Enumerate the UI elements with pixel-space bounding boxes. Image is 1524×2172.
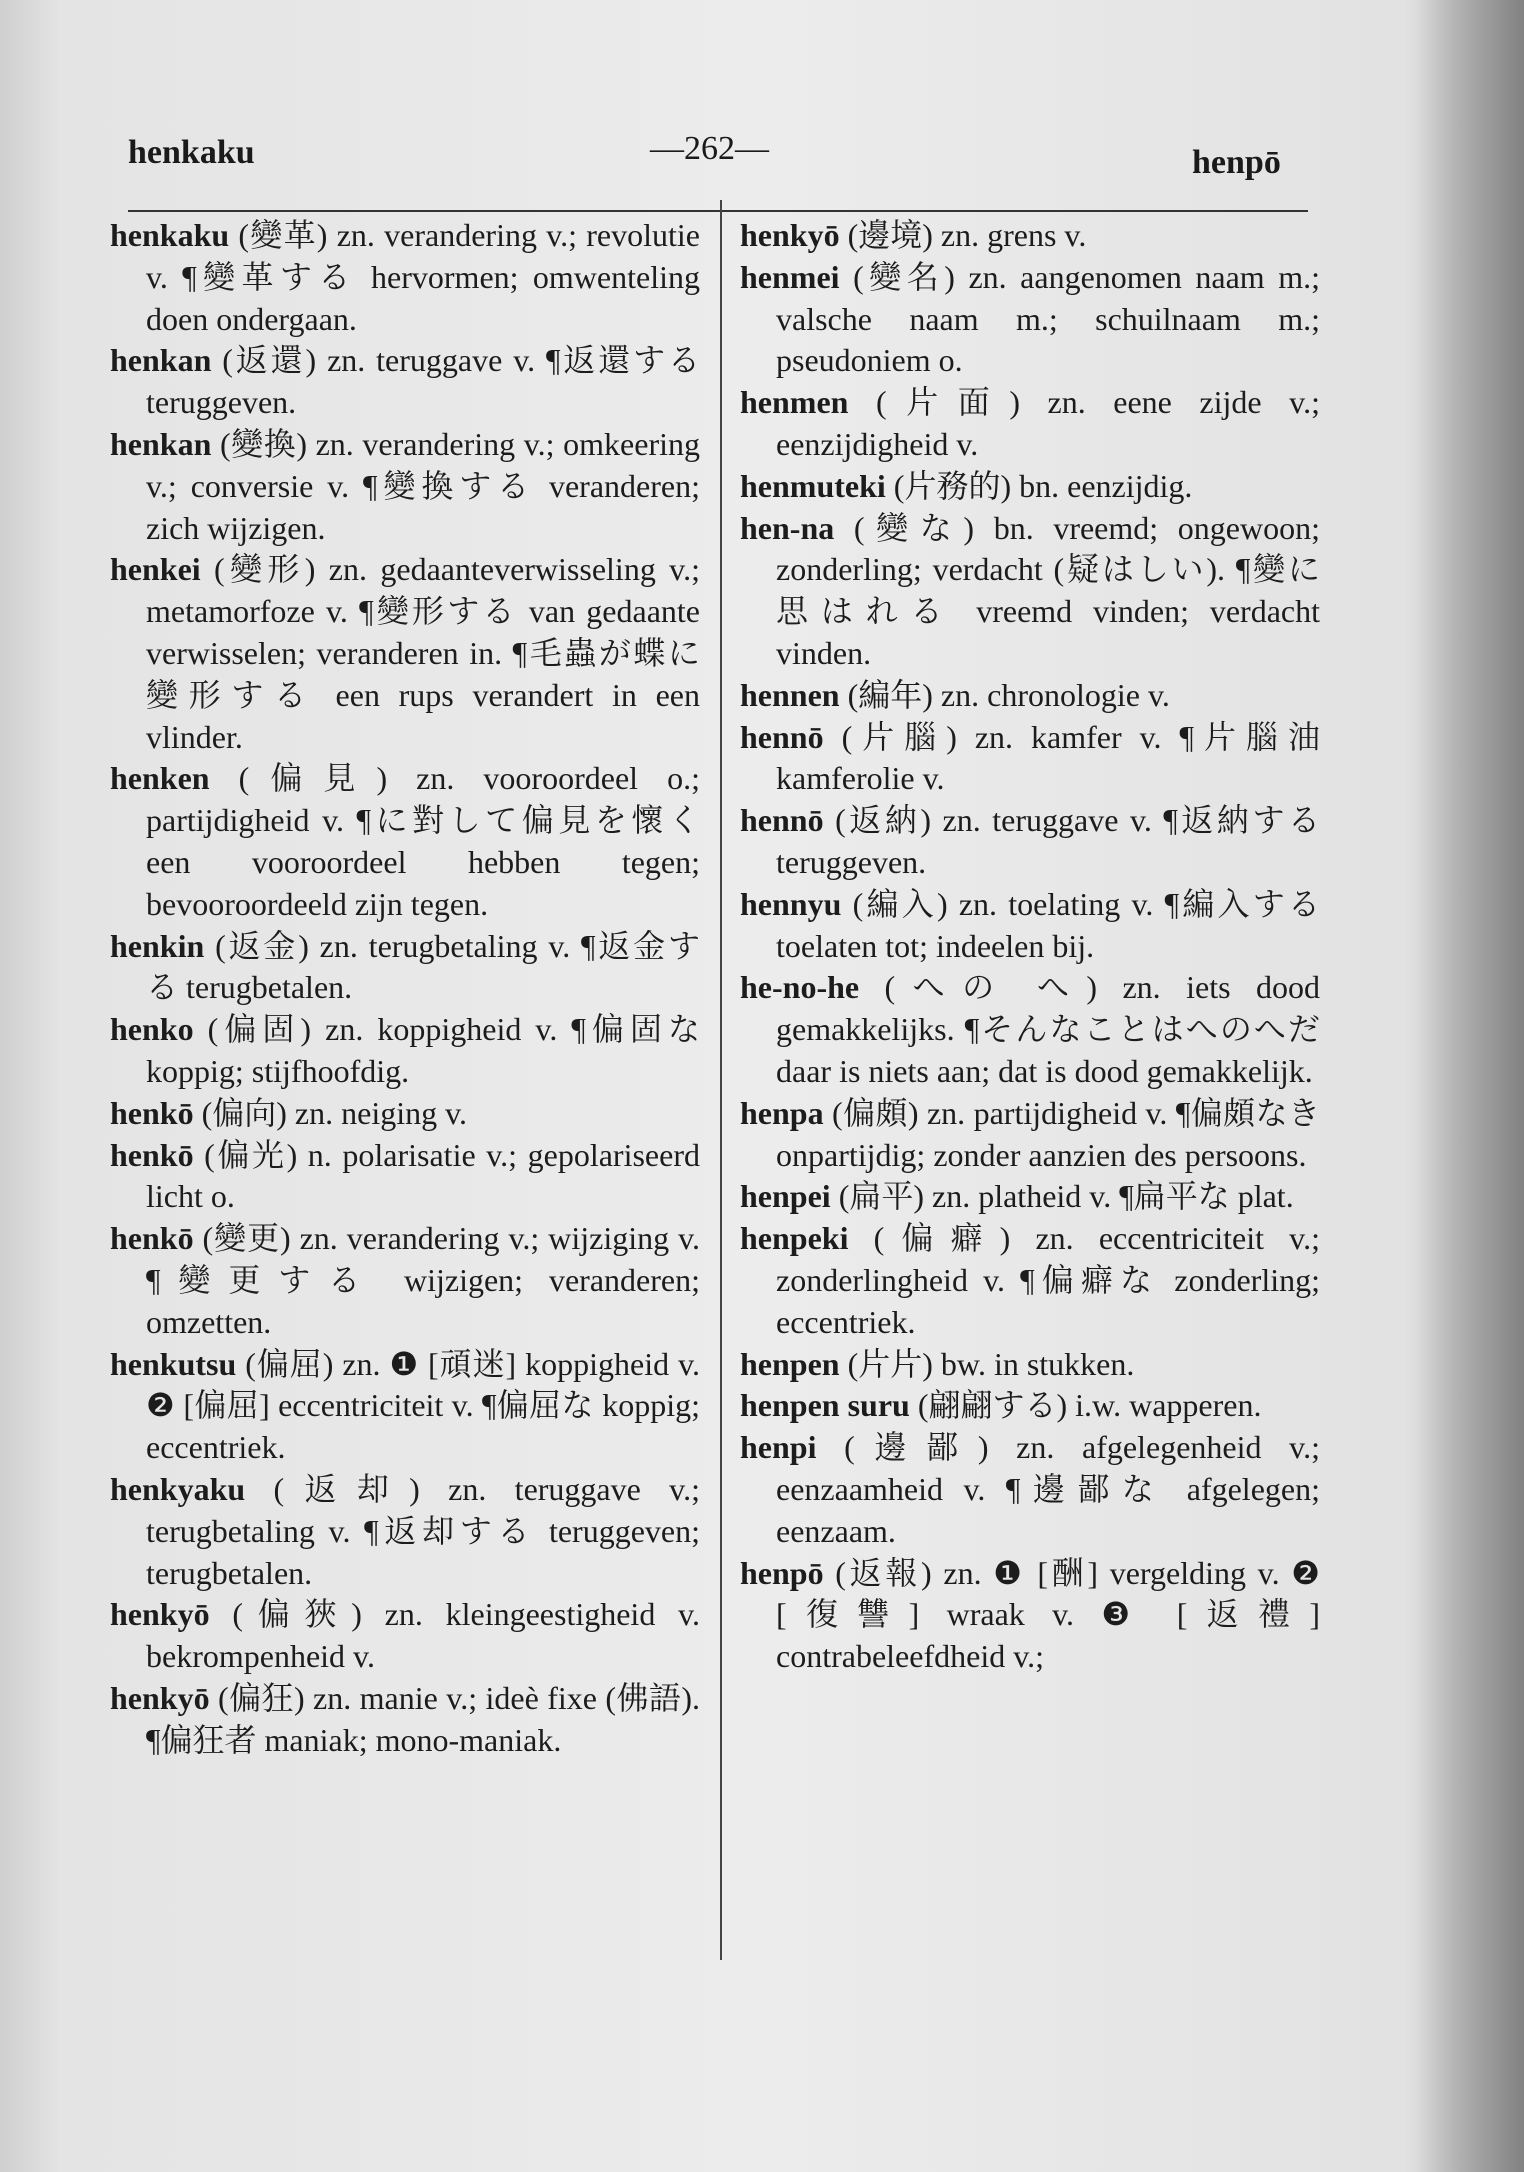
entry-headword: henpa bbox=[740, 1094, 824, 1131]
dictionary-entry bbox=[110, 926, 700, 1010]
dictionary-entry bbox=[740, 1218, 1320, 1343]
entry-definition: (變な) bn. vreemd; ongewoon; zonderling; verdacht (疑はしい). ¶變に思はれる vreemd vinden; verdacht vinden. bbox=[776, 509, 1320, 671]
entry-headword: henkyō bbox=[110, 1679, 210, 1716]
entry-headword: hennō bbox=[740, 718, 824, 755]
entry-definition: (邊境) zn. grens v. bbox=[839, 217, 1087, 253]
entry-definition: (邊鄙) zn. afgelegenheid v.; eenzaamheid v. ¶邊鄙な afgelegen; eenzaam. bbox=[776, 1429, 1320, 1549]
entry-headword: henkaku bbox=[110, 217, 230, 253]
dictionary-entry bbox=[740, 1553, 1320, 1678]
entry-headword: he-no-he bbox=[740, 969, 860, 1006]
dictionary-entry bbox=[740, 215, 1320, 257]
entry-definition: (變更) zn. verandering v.; wijziging v. ¶變更する wijzigen; veranderen; omzetten. bbox=[146, 1220, 700, 1340]
entry-definition: (返却) zn. teruggave v.; terugbetaling v. ¶返却する teruggeven; terugbetalen. bbox=[146, 1470, 700, 1591]
entry-headword: henmen bbox=[740, 384, 849, 421]
dictionary-entry bbox=[110, 340, 700, 424]
entry-headword: henkin bbox=[110, 927, 205, 964]
entry-headword: henpō bbox=[740, 1554, 824, 1591]
entry-definition: (返金) zn. terugbetaling v. ¶返金する terugbetalen. bbox=[146, 927, 700, 1006]
dictionary-entry bbox=[740, 884, 1320, 968]
dictionary-entry bbox=[740, 508, 1320, 675]
entry-definition: (偏向) zn. neiging v. bbox=[193, 1094, 468, 1131]
entry-headword: henkō bbox=[110, 1220, 194, 1257]
dictionary-entry bbox=[740, 466, 1320, 508]
dictionary-entry bbox=[110, 1678, 700, 1762]
dictionary-entry bbox=[110, 424, 700, 549]
entry-headword: hennen bbox=[740, 676, 840, 713]
dictionary-entry bbox=[740, 382, 1320, 466]
entry-headword: henkei bbox=[110, 551, 201, 588]
dictionary-entry bbox=[740, 1176, 1320, 1218]
dictionary-entry bbox=[740, 1344, 1320, 1386]
entry-headword: henkyō bbox=[110, 1596, 210, 1633]
entry-definition: (片片) bw. in stukken. bbox=[839, 1345, 1135, 1382]
left-column bbox=[110, 215, 700, 1761]
entry-headword: hennō bbox=[740, 802, 824, 839]
dictionary-entry bbox=[740, 1385, 1320, 1427]
dictionary-entry bbox=[740, 800, 1320, 884]
entry-definition: (への へ) zn. iets dood gemakkelijks. ¶そんなことはへのへだ daar is niets aan; dat is dood gemakkelijk. bbox=[776, 969, 1320, 1089]
dictionary-entry bbox=[110, 1218, 700, 1343]
column-divider bbox=[720, 200, 722, 1960]
page-edge-shadow bbox=[1414, 0, 1524, 2172]
header-right-guide-word: henpō bbox=[1192, 144, 1281, 181]
dictionary-entry bbox=[110, 1093, 700, 1135]
page-number: —262— bbox=[650, 130, 769, 167]
dictionary-entry bbox=[110, 1135, 700, 1219]
entry-definition: (變形) zn. gedaanteverwisseling v.; metamorfoze v. ¶變形する van gedaante verwisselen; veranderen in. ¶毛蟲が蝶に變形する een rups verandert in een vlinder. bbox=[146, 551, 700, 755]
page-header bbox=[0, 130, 1524, 190]
entry-headword: henkyō bbox=[740, 217, 840, 253]
entry-definition: (偏癖) zn. eccentriciteit v.; zonderlingheid v. ¶偏癖な zonderling; eccentriek. bbox=[776, 1220, 1320, 1340]
header-rule bbox=[128, 210, 1308, 212]
entry-headword: henpeki bbox=[740, 1220, 849, 1257]
entry-definition: (變換) zn. verandering v.; omkeering v.; conversie v. ¶變換する veranderen; zich wijzigen. bbox=[146, 425, 700, 546]
entry-definition: (變革) zn. verandering v.; revolutie v. ¶變革する hervormen; omwenteling doen ondergaan. bbox=[146, 217, 700, 337]
dictionary-entry bbox=[740, 1427, 1320, 1552]
entry-headword: henkutsu bbox=[110, 1345, 237, 1382]
entry-headword: henkō bbox=[110, 1136, 194, 1173]
entry-definition: (翩翩する) i.w. wapperen. bbox=[909, 1387, 1262, 1424]
entry-headword: henmei bbox=[740, 258, 840, 295]
header-left-guide-word: henkaku bbox=[128, 134, 255, 171]
entry-headword: henpen suru bbox=[740, 1387, 910, 1424]
dictionary-entry bbox=[110, 1009, 700, 1093]
dictionary-entry bbox=[740, 675, 1320, 717]
entry-definition: (片務的) bn. eenzijdig. bbox=[885, 467, 1193, 504]
dictionary-entry bbox=[740, 257, 1320, 382]
dictionary-entry bbox=[110, 215, 700, 340]
entry-definition: (返報) zn. ❶ [酬] vergelding v. ❷ [復讐] wraak v. ❸ [返禮] contrabeleefdheid v.; bbox=[776, 1554, 1320, 1675]
dictionary-entry bbox=[740, 967, 1320, 1092]
entry-headword: henmuteki bbox=[740, 467, 886, 504]
dictionary-entry bbox=[110, 549, 700, 758]
dictionary-entry bbox=[110, 1344, 700, 1469]
entry-headword: hen-na bbox=[740, 509, 835, 546]
entry-definition: (片面) zn. eene zijde v.; eenzijdigheid v. bbox=[776, 384, 1320, 462]
entry-headword: henkyaku bbox=[110, 1470, 246, 1507]
entry-headword: henkan bbox=[110, 425, 212, 462]
entry-definition: (返納) zn. teruggave v. ¶返納する teruggeven. bbox=[776, 802, 1320, 880]
entry-headword: hennyu bbox=[740, 885, 842, 922]
entry-headword: henpi bbox=[740, 1429, 817, 1466]
entry-definition: (片腦) zn. kamfer v. ¶片腦油 kamferolie v. bbox=[776, 718, 1320, 797]
dictionary-entry bbox=[110, 758, 700, 925]
entry-headword: henken bbox=[110, 760, 210, 797]
entry-definition: (扁平) zn. platheid v. ¶扁平な plat. bbox=[830, 1178, 1294, 1215]
entry-headword: henkan bbox=[110, 342, 212, 379]
dictionary-entry bbox=[110, 1594, 700, 1678]
entry-headword: henpen bbox=[740, 1345, 840, 1382]
entry-definition: (偏光) n. polarisatie v.; gepolariseerd licht o. bbox=[146, 1136, 700, 1215]
entry-definition: (偏固) zn. koppigheid v. ¶偏固な koppig; stijfhoofdig. bbox=[146, 1011, 700, 1089]
dictionary-entry bbox=[740, 1093, 1320, 1177]
entry-headword: henkō bbox=[110, 1094, 194, 1131]
entry-definition: (編年) zn. chronologie v. bbox=[839, 676, 1170, 713]
dictionary-entry bbox=[740, 717, 1320, 801]
entry-headword: henko bbox=[110, 1011, 194, 1048]
entry-definition: (偏屈) zn. ❶ [頑迷] koppigheid v. ❷ [偏屈] eccentriciteit v. ¶偏屈な koppig; eccentriek. bbox=[146, 1345, 700, 1466]
right-column bbox=[740, 215, 1320, 1678]
dictionary-entry bbox=[110, 1469, 700, 1594]
entry-definition: (編入) zn. toelating v. ¶編入する toelaten tot; indeelen bij. bbox=[776, 885, 1320, 964]
entry-definition: (偏見) zn. vooroordeel o.; partijdigheid v. ¶に對して偏見を懷く een vooroordeel hebben tegen; bevooroordeeld zijn tegen. bbox=[146, 760, 700, 922]
entry-definition: (偏狹) zn. kleingeestigheid v. bekrompenheid v. bbox=[146, 1596, 700, 1675]
entry-definition: (變名) zn. aangenomen naam m.; valsche naam m.; schuilnaam m.; pseudoniem o. bbox=[776, 258, 1320, 379]
entry-definition: (返還) zn. teruggave v. ¶返還する teruggeven. bbox=[146, 342, 700, 421]
entry-definition: (偏狂) zn. manie v.; ideè fixe (佛語). ¶偏狂者 maniak; mono-maniak. bbox=[146, 1679, 700, 1758]
entry-headword: henpei bbox=[740, 1178, 831, 1215]
entry-definition: (偏頗) zn. partijdigheid v. ¶偏頗なき onpartijdig; zonder aanzien des persoons. bbox=[776, 1094, 1320, 1173]
